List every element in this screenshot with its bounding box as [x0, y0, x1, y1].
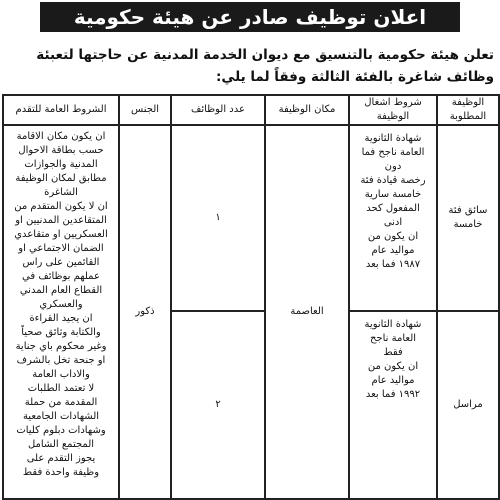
- header-conditions: شروط اشغال الوظيفة: [349, 95, 437, 125]
- header-general: الشروط العامة للتقدم: [3, 95, 119, 125]
- header-gender: الجنس: [119, 95, 171, 125]
- gender-cell: ذكور: [119, 125, 171, 499]
- header-job: الوظيفة المطلوبة: [437, 95, 499, 125]
- table-header-row: [3, 95, 499, 125]
- row-2-job: مراسل: [437, 311, 499, 499]
- jobs-table: [2, 94, 500, 500]
- table-row: [3, 125, 499, 311]
- announcement-intro: تعلن هيئة حكومية بالتنسيق مع ديوان الخدمة المدنية عن حاجتها لتعبئة وظائف شاغرة بالفئة الثالثة وفقاً لما يلي:: [36, 47, 494, 85]
- location-cell: العاصمة: [265, 125, 349, 499]
- row-1-count: ١: [171, 125, 265, 311]
- row-1-job: سائق فئة خامسة: [437, 125, 499, 311]
- general-conditions: ان يكون مكان الاقامة حسب بطاقة الاحوال المدنية والجوازات مطابق لمكان الوظيفة الشاغرة ان لا يكون المتقدم من المتقاعدين المدنيين او العسكريين او متقاعدي الضمان الاجتماعي او القائمين على راس عملهم بوظائف في القطاع العام المدني والعسكري ان يجيد القراءة والكتابة وثائق صحياً وغير محكوم باي جناية او جنحة تخل بالشرف والاداب العامة لا تعتمد الطلبات المقدمة من حملة الشهادات الجامعية وشهادات دبلوم كليات المجتمع الشامل يجوز التقدم على وظيفة واحدة فقط: [3, 125, 119, 499]
- header-count: عدد الوظائف: [171, 95, 265, 125]
- row-2-count: ٢: [171, 311, 265, 499]
- announcement-title: اعلان توظيف صادر عن هيئة حكومية: [40, 2, 460, 32]
- row-2-conditions: شهادة الثانوية العامة ناجح فقط ان يكون من مواليد عام ١٩٩٢ فما بعد: [349, 311, 437, 499]
- header-location: مكان الوظيفة: [265, 95, 349, 125]
- row-1-conditions: شهادة الثانوية العامة ناجح فما دون رخصة قيادة فئة خامسة سارية المفعول كحد ادنى ان يكون من مواليد عام ١٩٨٧ فما بعد: [349, 125, 437, 311]
